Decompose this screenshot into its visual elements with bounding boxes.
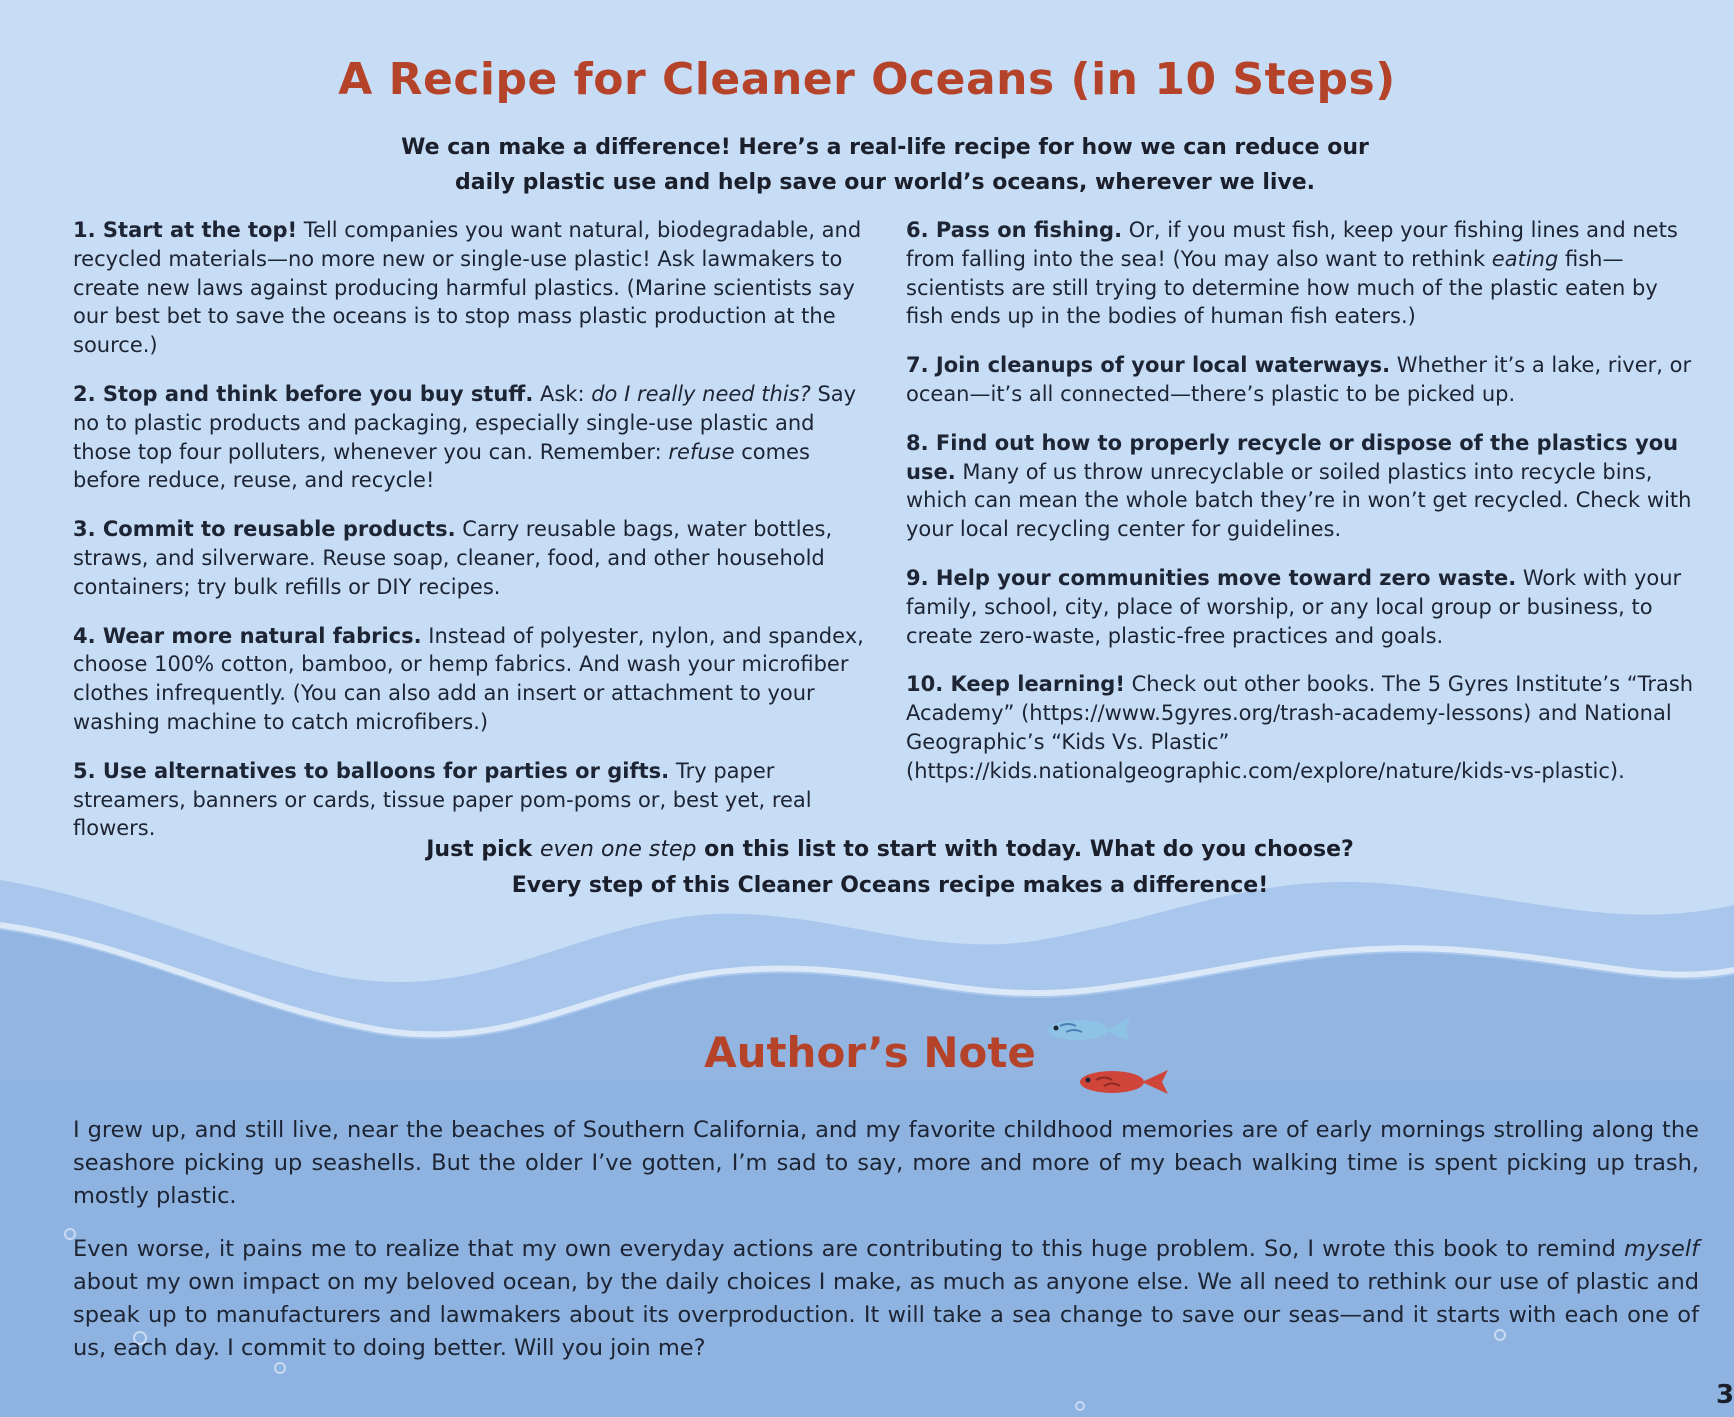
step-heading: 2. Stop and think before you buy stuff.: [73, 381, 534, 406]
authors-note-paragraph-2: [73, 1233, 1699, 1365]
closing-line-2: Every step of this Cleaner Oceans recipe makes a difference!: [511, 873, 1269, 898]
intro-text: [360, 130, 1410, 200]
step-heading: 3. Commit to reusable products.: [73, 517, 456, 542]
step-body: Check out other books. The 5 Gyres Institute’s “Trash Academy” (https://www.5gyres.org/trash-academy-lessons) and National Geographic’s “Kids Vs. Plastic” (https://kids.nationalgeographic.com/explore/nature/kids-vs-plastic).: [906, 672, 1694, 783]
closing-line-1: [330, 832, 1450, 868]
step-heading: 5. Use alternatives to balloons for parties or gifts.: [73, 758, 670, 783]
note-part: Even worse, it pains me to realize that my own everyday actions are contributing to this huge problem. So, I wrote this book to remind: [73, 1236, 1625, 1262]
step-body: Carry reusable bags, water bottles, straws, and silverware. Reuse soap, cleaner, food, and other household containers; try bulk refills or DIY recipes.: [73, 517, 833, 599]
note-emphasis: myself: [1624, 1236, 1699, 1262]
step-emphasis: eating: [1491, 246, 1559, 271]
step-body: Say no to plastic products and packaging, especially single-use plastic and those top four polluters, whenever you can. Remember:: [73, 381, 857, 464]
step-3: [73, 515, 868, 601]
step-heading: 10. Keep learning!: [906, 672, 1125, 697]
step-heading: 6. Pass on fishing.: [906, 218, 1123, 242]
authors-note-title: Author’s Note: [704, 1028, 1036, 1077]
step-body: Or, if you must fish, keep your fishing lines and nets from falling into the sea! (You may also want to rethink: [906, 218, 1678, 271]
step-heading: 9. Help your communities move toward zero waste.: [906, 565, 1517, 590]
step-body: Work with your family, school, city, place of worship, or any local group or business, to create zero-waste, plastic-free practices and goals.: [906, 565, 1682, 648]
note-part: about my own impact on my beloved ocean, by the daily choices I make, as much as anyone else. We all need to rethink our use of plastic and speak up to manufacturers and lawmakers about its overproduction. It will take a sea change to save our seas—and it starts with each one of us, each day. I commit to doing better. Will you join me?: [73, 1269, 1699, 1361]
step-8: [906, 429, 1699, 544]
step-body: Instead of polyester, nylon, and spandex, choose 100% cotton, bamboo, or hemp fabrics. And wash your microfiber clothes infrequently. (You can also add an insert or attachment to your washing machine to catch microfibers.): [73, 623, 864, 734]
step-7: [906, 351, 1699, 409]
step-body: Try paper streamers, banners or cards, tissue paper pom-poms or, best yet, real flowers.: [73, 758, 812, 841]
authors-note-body: [73, 1114, 1699, 1385]
closing-part: on this list to start with today. What do you choose?: [696, 837, 1354, 862]
closing-emphasis: even one step: [539, 837, 697, 862]
intro-line-2: daily plastic use and help save our world’s oceans, wherever we live.: [454, 170, 1316, 195]
step-2: [73, 380, 868, 495]
authors-note-paragraph-1: I grew up, and still live, near the beaches of Southern California, and my favorite childhood memories are of early mornings strolling along the seashore picking up seashells. But the older I’ve gotten, I’m sad to say, more and more of my beach walking time is spent picking up trash, mostly plastic.: [73, 1117, 1699, 1209]
step-emphasis: refuse: [668, 439, 735, 464]
step-body: fish—scientists are still trying to determine how much of the plastic eaten by fish ends up in the bodies of human fish eaters.): [906, 246, 1658, 329]
step-9: [906, 564, 1699, 650]
step-emphasis: do I really need this?: [591, 381, 811, 406]
step-heading: 7. Join cleanups of your local waterways.: [906, 353, 1391, 378]
step-1: [73, 216, 868, 360]
step-body: Ask:: [533, 381, 592, 406]
intro-line-1: We can make a difference! Here’s a real-life recipe for how we can reduce our: [401, 135, 1369, 160]
step-heading: 8. Find out how to properly recycle or dispose of the plastics you use.: [906, 430, 1679, 484]
steps-column-left: [73, 216, 868, 863]
page-number: 3: [1716, 1380, 1734, 1410]
fish-icon: [1074, 1062, 1174, 1102]
step-10: [906, 670, 1699, 785]
step-body: comes before reduce, reuse, and recycle!: [73, 439, 810, 493]
step-body: Tell companies you want natural, biodegradable, and recycled materials—no more new or single-use plastic! Ask lawmakers to create new laws against producing harmful plastics. (Marine scientists say our best bet to save the oceans is to stop mass plastic production at the source.): [73, 218, 862, 358]
step-4: [73, 622, 868, 737]
steps-column-right: [906, 216, 1699, 806]
step-heading: 1. Start at the top!: [73, 218, 298, 242]
page-title: A Recipe for Cleaner Oceans (in 10 Steps): [338, 54, 1396, 105]
step-body: Whether it’s a lake, river, or ocean—it’s all connected—there’s plastic to be picked up.: [906, 353, 1692, 406]
step-6: [906, 216, 1699, 331]
closing-part: Just pick: [426, 837, 540, 862]
fish-icon: [1040, 1008, 1140, 1052]
step-heading: 4. Wear more natural fabrics.: [73, 623, 422, 648]
closing-text: [330, 832, 1450, 904]
step-body: Many of us throw unrecyclable or soiled plastics into recycle bins, which can mean the whole batch they’re in won’t get recycled. Check with your local recycling center for guidelines.: [906, 459, 1692, 542]
step-5: [73, 757, 868, 843]
